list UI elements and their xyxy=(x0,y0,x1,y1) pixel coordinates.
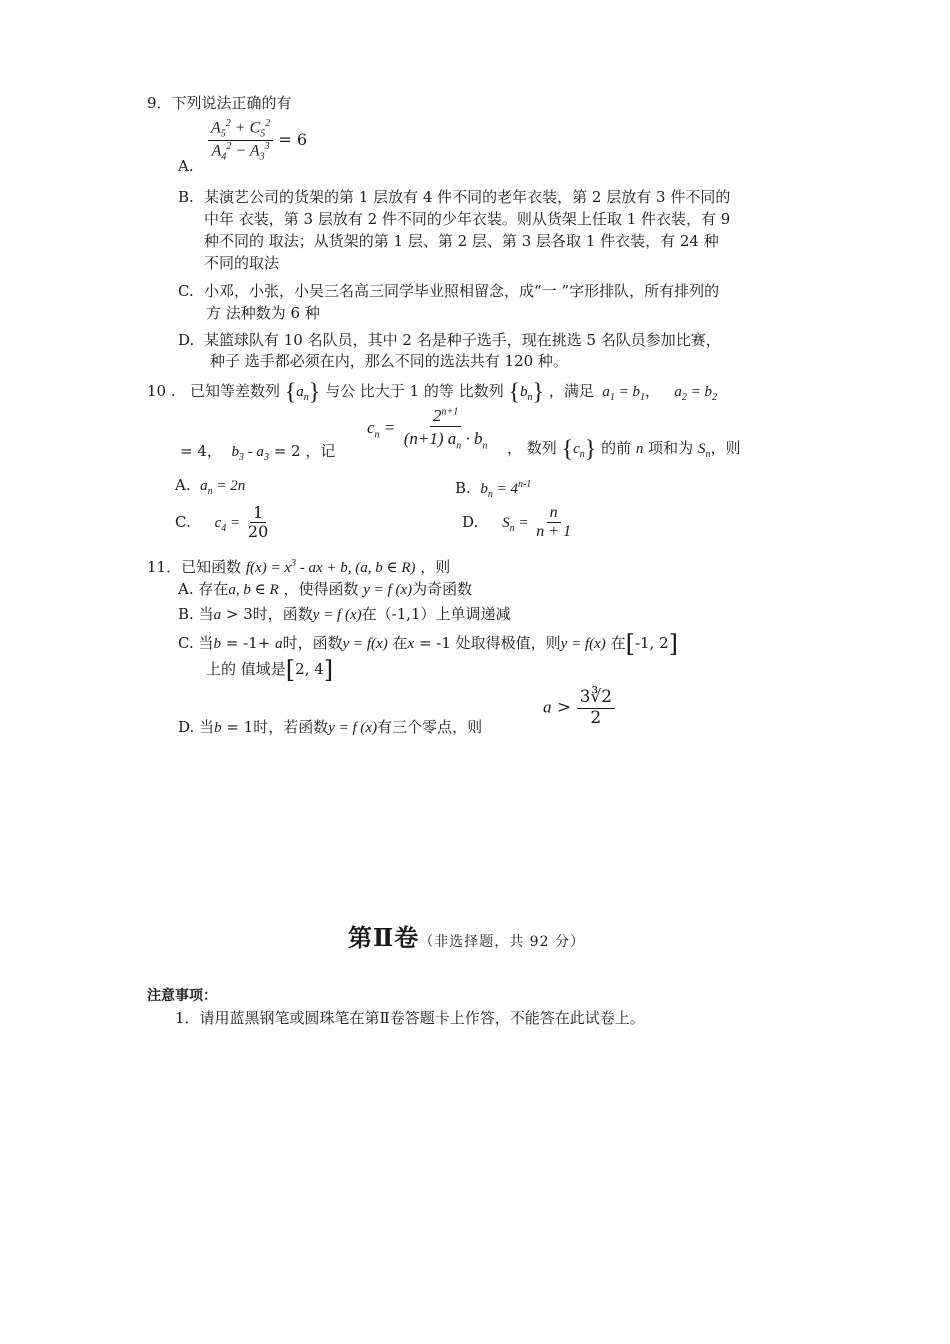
q9-option-b-line2: 中年 衣装，第 3 层放有 2 件不同的少年衣装。则从货架上任取 1 件衣装，有 9 xyxy=(204,210,731,228)
q11-option-d: D. 当b = 1时，若函数y = f (x)有三个零点，则 xyxy=(178,718,483,736)
q11-number: 11．已知函数 xyxy=(147,558,242,576)
q9-option-b-label: B. xyxy=(178,188,194,206)
q11-option-b: B. 当a > 3时，函数y = f (x)在（-1,1）上单调递减 xyxy=(178,605,511,623)
q11-c-text5: 在 xyxy=(610,634,626,652)
q9-option-d-line1: 某篮球队有 10 名队员，其中 2 名是种子选手，现在挑选 5 名队员参加比赛， xyxy=(204,331,721,349)
notes-item-1: 1．请用蓝黑钢笔或圆珠笔在第Ⅱ卷答题卡上作答，不能答在此试卷上。 xyxy=(175,1009,645,1027)
q9-option-b-line1: 某演艺公司的货架的第 1 层放有 4 件不同的老年衣装，第 2 层放有 3 件不同的 xyxy=(204,188,731,206)
q11-d-text1: 当 xyxy=(199,718,215,736)
q11-option-d-formula: a > $\frac{3∛2}{2}$ xyxy=(543,688,615,728)
q10-option-a-label: A. xyxy=(175,476,191,494)
q11-then: ，则 xyxy=(420,558,451,576)
q11-option-c-line1: C. 当b = -1+ a时，函数y = f(x) 在x = -1 处取得极值，则y = f(x) 在[-1, 2] xyxy=(178,630,679,658)
q11-option-d-label: D. xyxy=(178,718,195,736)
q10-text4: = 4， xyxy=(180,442,222,460)
part2-heading xyxy=(348,918,585,953)
q10-option-d: D. $S_n$ = $\frac{n}{n + 1}$ xyxy=(462,504,572,541)
q10-line2b: ， 数列 $\{c_n\}$ 的前 n 项和为 $S_n$，则 xyxy=(507,436,741,463)
q10-text6: ， 数列 xyxy=(507,439,557,457)
q11-b-text1: 当 xyxy=(198,605,214,623)
q9-option-d-line2: 种子 选手都必须在内，那么不同的选法共有 120 种。 xyxy=(210,352,568,370)
q10-option-a: A. $a_n = 2n$ xyxy=(175,476,246,497)
q11-option-c-line2: 上的 值域是[2, 4] xyxy=(206,656,334,684)
q10-option-d-label: D. xyxy=(462,512,479,531)
q9-stem: 9．下列说法正确的有 xyxy=(147,94,292,112)
q11-a-text3: 为奇函数 xyxy=(412,580,473,598)
q10-text8: 项和为 xyxy=(648,439,694,457)
q11-option-b-label: B. xyxy=(178,605,194,623)
q11-option-a: A. 存在a, b ∈ R ，使得函数 y = f (x)为奇函数 xyxy=(178,580,473,598)
q10-option-c-label: C. xyxy=(175,512,191,531)
q9-option-a-label: A. xyxy=(178,157,194,175)
q9-option-b-line4: 不同的取法 xyxy=(204,254,280,272)
q10-line2a: = 4， $b_3 - a_3 = 2$ ，记 xyxy=(180,442,336,463)
part2-subtitle: （非选择题，共 92 分） xyxy=(419,934,585,950)
q11-c-text4: 处取得极值，则 xyxy=(455,634,561,652)
q10-option-b-label: B. xyxy=(455,479,471,497)
q9-option-c-line1: 小邓，小张，小吴三名高三同学毕业照相留念，成“一 ”字形排队，所有排列的 xyxy=(204,282,720,300)
q11-c-text1: 当 xyxy=(198,634,214,652)
q11-a-text1: 存在 xyxy=(198,580,229,598)
q11-d-text3: 有三个零点，则 xyxy=(377,718,483,736)
q10-text7: 的前 xyxy=(601,439,632,457)
q10-text3: ，满足 xyxy=(548,382,594,400)
q11-option-c-label: C. xyxy=(178,634,194,652)
q11-b-text2: 时，函数 xyxy=(252,605,313,623)
q11-a-text2: ，使得函数 xyxy=(283,580,359,598)
q9-option-d-label: D. xyxy=(178,331,195,349)
q11-c-text3: 在 xyxy=(392,634,408,652)
q11-d-text2: 时，若函数 xyxy=(253,718,329,736)
q9-option-c-line2: 方 法种数为 6 种 xyxy=(206,304,320,322)
q10-line1: 10 . 已知等差数列 $\{a_n\}$ 与公 比大于 1 的等 比数列 $\{b_n\}$ ，满足 $a_1 = b_1$， $a_2 = b_2$ xyxy=(147,379,717,406)
q9-option-b-line3: 种不同的 取法；从货架的第 1 层、第 2 层、第 3 层各取 1 件衣装，有 24 种 xyxy=(204,232,719,250)
q10-text1: 已知等差数列 xyxy=(189,382,280,400)
q11-stem: 11．已知函数 $f(x) = x^3$ - ax + b, (a, b ∈ R) ，则 xyxy=(147,558,451,576)
q11-option-a-label: A. xyxy=(178,580,194,598)
q9-option-a-formula: $\frac{A_5^2 + C_5^2}{A_4^2 - A_3^3}$ = 6 xyxy=(208,118,307,163)
q10-text9: ，则 xyxy=(710,439,741,457)
q10-text5: ，记 xyxy=(305,442,336,460)
q10-number: 10 . xyxy=(147,382,176,400)
q10-cn-formula: $c_n$ = $\frac{2^{n+1}}{(n+1) a_n \cdot b_n}$ xyxy=(367,406,488,451)
q11-c-text6: 上的 值域是 xyxy=(206,660,286,678)
q10-option-c: C. $c_4$ = $\frac{1}{20}$ xyxy=(175,503,269,542)
notes-title: 注意事项： xyxy=(147,988,217,1004)
q10-text2: 与公 比大于 1 的等 比数列 xyxy=(325,382,504,400)
part2-title: 第Ⅱ卷 xyxy=(348,923,420,952)
q9-option-c-label: C. xyxy=(178,282,194,300)
q11-b-text3: 在（-1,1）上单调递减 xyxy=(361,605,511,623)
q11-c-text2: 时，函数 xyxy=(282,634,343,652)
q10-option-b: B. $b_n = 4^{n-1}$ xyxy=(455,479,532,500)
